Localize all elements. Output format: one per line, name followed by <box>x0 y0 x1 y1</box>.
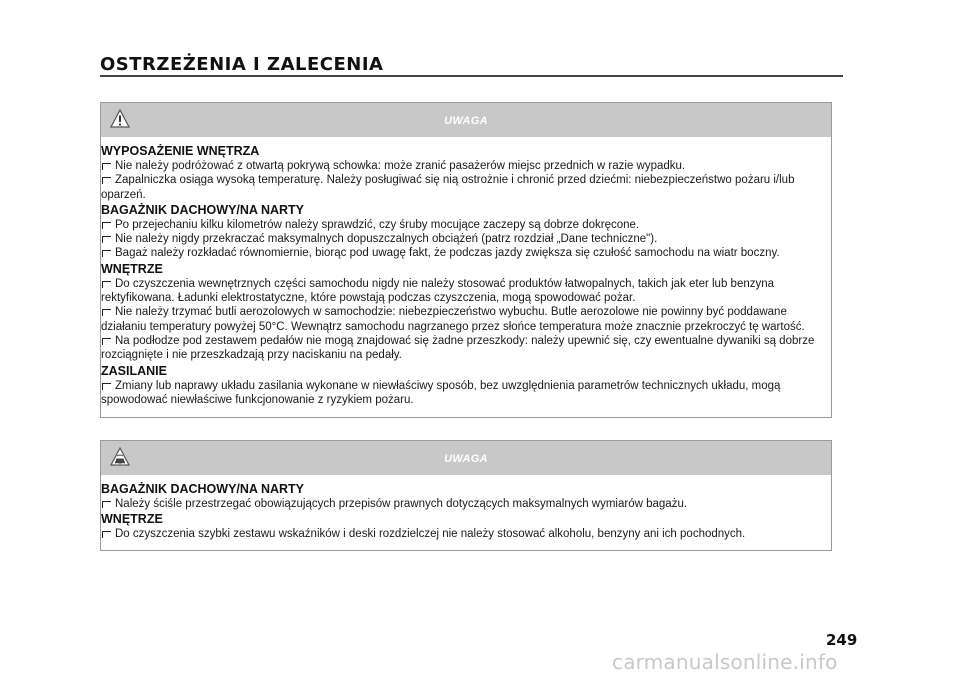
list-item-text: Nie należy trzymać butli aerozolowych w samochodzie: niebezpieczeństwo wybuchu. Butle aerozolowe nie powinny być poddawane działaniu temperatury powyżej 50°C. Wewnątrz samochodu nagrzanego przez słońce temperatura może znacznie przekroczyć tę wartość. <box>101 306 805 333</box>
section-heading: ZASILANIE <box>101 363 167 378</box>
list-item-text: Na podłodze pod zestawem pedałów nie mogą znajdować się żadne przeszkody: należy upewnić się, czy ewentualne dywaniki są dobrze rozciągnięte i nie przeszkadzają przy naciskaniu na pedały. <box>101 334 815 362</box>
list-item <box>101 527 831 541</box>
list-item-text: Zapalniczka osiąga wysoką temperaturę. Należy posługiwać się nią ostrożnie i chronić przed dziećmi: niebezpieczeństwo pożaru i/lub oparzeń. <box>101 174 795 201</box>
bullet-icon <box>102 501 111 508</box>
bullet-icon <box>102 281 111 288</box>
list-item-text: Nie należy podróżować z otwartą pokrywą schowka: może zranić pasażerów miejsc przednich w razie wypadku. <box>115 160 686 172</box>
warning-box-2 <box>100 440 832 551</box>
list-item <box>101 232 831 246</box>
bullet-icon <box>102 177 111 184</box>
bullet-icon <box>102 338 111 345</box>
warning-box-header <box>101 103 831 137</box>
list-item <box>101 246 831 260</box>
list-item-text: Należy ściśle przestrzegać obowiązujących przepisów prawnych dotyczących maksymalnych wymiarów bagażu. <box>115 498 688 510</box>
bullet-icon <box>102 250 111 257</box>
list-item <box>101 305 831 334</box>
list-item-text: Do czyszczenia wewnętrznych części samochodu nigdy nie należy stosować produktów łatwopalnych, takich jak eter lub benzyna rektyfikowana. Ładunki elektrostatyczne, które powstają podczas czyszczenia, mogą spowodować pożar. <box>101 277 775 305</box>
list-item-text: Po przejechaniu kilku kilometrów należy sprawdzić, czy śruby mocujące zaczepy są dobrze dokręcone. <box>115 218 640 231</box>
warning-box-label: UWAGA <box>444 115 488 127</box>
list-item <box>101 334 831 363</box>
list-item <box>101 218 831 232</box>
list-item <box>101 159 831 173</box>
bullet-icon <box>102 163 111 170</box>
bullet-icon <box>102 236 111 243</box>
list-item-text: Nie należy nigdy przekraczać maksymalnych dopuszczalnych obciążeń (patrz rozdział „Dane techniczne"). <box>115 233 658 246</box>
section-heading: BAGAŻNIK DACHOWY/NA NARTY <box>101 202 304 217</box>
warning-box-header <box>101 441 831 475</box>
list-item <box>101 497 831 511</box>
section-heading: WNĘTRZE <box>101 261 163 276</box>
warning-box-1 <box>100 102 832 418</box>
bullet-icon <box>102 309 111 316</box>
title-divider <box>100 75 843 77</box>
list-item <box>101 379 831 408</box>
bullet-icon <box>102 531 111 538</box>
warning-box-content <box>101 475 831 542</box>
list-item-text: Do czyszczenia szybki zestawu wskaźników i deski rozdzielczej nie należy stosować alkoholu, benzyny ani ich pochodnych. <box>115 528 746 541</box>
list-item <box>101 173 831 202</box>
section-heading: BAGAŻNIK DACHOWY/NA NARTY <box>101 482 304 496</box>
bullet-icon <box>102 383 111 390</box>
list-item <box>101 277 831 306</box>
section-heading: WNĘTRZE <box>101 512 163 527</box>
page-title: OSTRZEŻENIA I ZALECENIA <box>100 54 384 75</box>
list-item-text: Zmiany lub naprawy układu zasilania wykonane w niewłaściwy sposób, bez uwzględnienia parametrów technicznych układu, mogą spowodować niewłaściwe funkcjonowanie z ryzykiem pożaru. <box>101 379 781 406</box>
watermark: carmanualsonline.info <box>612 650 838 674</box>
warning-box-content <box>101 137 831 407</box>
list-item-text: Bagaż należy rozkładać równomiernie, biorąc pod uwagę fakt, że podczas jazdy zwiększa się czułość samochodu na wiatr boczny. <box>115 247 780 260</box>
page-number: 249 <box>826 631 858 649</box>
bullet-icon <box>102 222 111 229</box>
section-heading: WYPOSAŻENIE WNĘTRZA <box>101 144 260 158</box>
warning-box-label: UWAGA <box>444 453 488 465</box>
